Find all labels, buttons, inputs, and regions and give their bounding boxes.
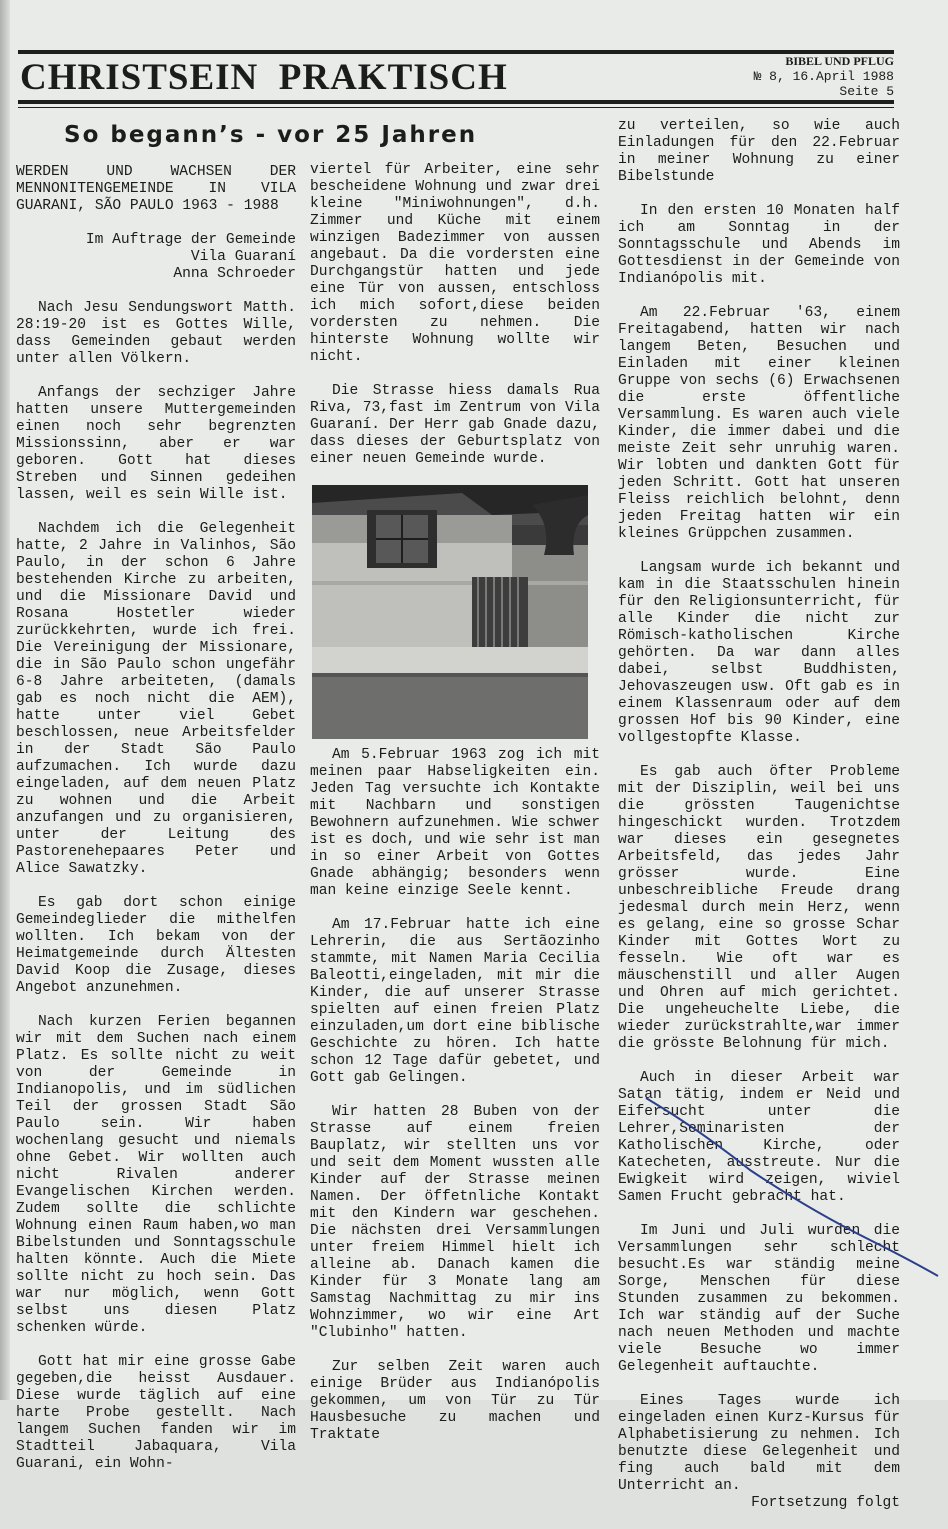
paragraph: Anfangs der sechziger Jahre hatten unsere Muttergemeinden einen noch sehr begrenzten Missionssinn, aber er war geboren. Gott hat dieses Streben und Sinnen gedeihen lassen, weil es sein Wille ist. — [16, 385, 296, 503]
paragraph: Langsam wurde ich bekannt und kam in die Staatsschulen hinein für den Religionsunterricht, für alle Kinder die nicht zur Römisch-katholischen Kirche gehörten. Da war dann alles dabei, selbst Buddhisten, Jehovaszeugen usw. Oft gab es in einem Klassenraum oder auf dem grossen Hof bis 90 Kinder, eine vollgestopfte Klasse. — [618, 560, 900, 746]
page-number: Seite 5 — [839, 84, 894, 99]
byline-author: Anna Schroeder — [173, 266, 296, 282]
paragraph: Eines Tages wurde ich eingeladen einen Kurz-Kursus für Alphabetisierung zu nehmen. Ich benutzte diese Gelegenheit und fing auch bald mit dem Unterricht an. — [618, 1393, 900, 1494]
paragraph: Nach Jesu Sendungswort Matth. 28:19-20 ist es Gottes Wille, dass Gemeinden gebaut werden unter allen Völkern. — [16, 300, 296, 367]
page-binding-edge — [0, 0, 10, 1400]
paragraph: Am 17.Februar hatte ich eine Lehrerin, die aus Sertãozinho stammte, mit Namen Maria Cecilia Baleotti,eingeladen, mit mir die Kinder, die auf unserer Strasse spielten auf einen freien Platz einzuladen,um dort eine biblische Geschichte zu hören. Ich hatte schon 12 Tage dafür gebetet, und Gott gab Gelingen. — [310, 917, 600, 1086]
paragraph: Am 22.Februar '63, einem Freitagabend, hatten wir nach langem Beten, Besuchen und Einladen mit einer kleinen Gruppe von sechs (6) Erwachsenen die erste öffentliche Versammlung. Es waren auch viele Kinder, die immer dabei und die meiste Zeit sehr unruhig waren. Wir lobten und dankten Gott für jeden Schritt. Gott hat unseren Fleiss reichlich belohnt, denn jeden Freitag hatten wir ein kleines Grüppchen zusammen. — [618, 305, 900, 542]
paragraph: Gott hat mir eine grosse Gabe gegeben,die heisst Ausdauer. Diese wurde täglich auf eine harte Probe gestellt. Nach langem Suchen fanden wir im Stadtteil Jabaquara, Vila Guarani, ein Wohn- — [16, 1354, 296, 1472]
paragraph: Zur selben Zeit waren auch einige Brüder aus Indianópolis gekommen, um von Tür zu Tür Hausbesuche zu machen und Traktate — [310, 1359, 600, 1443]
paragraph: Wir hatten 28 Buben von der Strasse auf einem freien Bauplatz, wir stellten uns vor und seit dem Moment wussten alle Kinder auf der Strasse meinen Namen. Der öffetnliche Kontakt mit den Kindern war geschehen. Die nächsten drei Versammlungen unter freiem Himmel hielt ich alleine ab. Danach kamen die Kinder für 3 Monate lang am Samstag Nachmittag zu mir ins Wohnzimmer, wo wir eine Art "Clubinho" hatten. — [310, 1104, 600, 1341]
paragraph: Auch in dieser Arbeit war Satan tätig, indem er Neid und Eifersucht unter die Lehrer,Seminaristen der Katholischen Kirche, oder Katecheten, ausstreute. Nur die Ewigkeit wird zeigen, wiviel Samen Frucht gebracht hat. — [618, 1070, 900, 1205]
byline-line: Vila Guaraní — [190, 249, 296, 265]
house-photo — [312, 485, 588, 739]
masthead-info — [754, 54, 894, 99]
article-subtitle: WERDEN UND WACHSEN DER MENNONITENGEMEINDE IN VILA GUARANI, SÃO PAULO 1963 - 1988 — [16, 164, 296, 214]
article-headline: So begann’s - vor 25 Jahren — [64, 122, 478, 148]
paragraph: Nach kurzen Ferien begannen wir mit dem Suchen nach einem Platz. Es sollte nicht zu weit von der Gemeinde in Indianopolis, und im südlichen Teil der grossen Stadt São Paulo sein. Wir haben wochenlang gesucht und niemals ohne Gebet. Wir wollten auch nicht Rivalen anderer Evangelischen Kirchen werden. Zudem sollte die schlichte Wohnung einen Raum haben,wo man Bibelstunden und Sonntagsschule halten könnte. Auch die Miete sollte nicht zu hoch sein. Das war nur möglich, wenn Gott selbst uns diesen Platz schenken würde. — [16, 1014, 296, 1336]
masthead-bottom-thin-rule — [18, 107, 894, 108]
masthead — [18, 50, 894, 110]
paragraph: Nachdem ich die Gelegenheit hatte, 2 Jahre in Valinhos, São Paulo, in der schon 6 Jahre bestehenden Kirche zu arbeiten, und die Missionare David und Rosana Hostetler wieder zurückkehrten, wurde ich frei. Die Vereinigung der Missionare, die in São Paulo schon ungefähr 6-8 Jahre arbeiteten, (damals gab es noch nicht die AEM), hatte unter viel Gebet beschlossen, neue Arbeitsfelder in der Stadt São Paulo aufzumachen. Ich wurde dazu eingeladen, auf dem neuen Platz zu wohnen und die Arbeit anzufangen und zu organisieren, unter der Leitung des Pastorenehepaares Peter und Alice Sawatzky. — [16, 521, 296, 877]
masthead-title: CHRISTSEIN PRAKTISCH — [20, 57, 508, 98]
paragraph: Im Juni und Juli wurden die Versammlungen sehr schlecht besucht.Es war ständig meine Sorge, Menschen für diese Stunden zusammen zu bekommen. Ich war ständig auf der Suche nach neuen Methoden und machte viele Besuche wo immer Gelegenheit auftauchte. — [618, 1223, 900, 1375]
column-2 — [310, 162, 600, 1444]
column-1 — [16, 164, 296, 1473]
paragraph: Es gab dort schon einige Gemeindeglieder die mithelfen wollten. Ich bekam von der Heimatgemeinde durch Ältesten David Koop die Zusage, dieses Angebot anzunehmen. — [16, 895, 296, 996]
article-byline — [16, 232, 296, 283]
paragraph: In den ersten 10 Monaten half ich am Sonntag in der Sonntagsschule und Abends im Gottesdienst in der Gemeinde von Indianópolis mit. — [618, 203, 900, 287]
paragraph: zu verteilen, so wie auch Einladungen für den 22.Februar in meiner Wohnung zu einer Bibelstunde — [618, 118, 900, 185]
publication-name: BIBEL UND PFLUG — [785, 54, 894, 68]
byline-line: Im Auftrage der Gemeinde — [85, 232, 296, 248]
paragraph: Am 5.Februar 1963 zog ich mit meinen paar Habseligkeiten ein. Jeden Tag versuchte ich Kontakte mit Nachbarn und sonstigen Bewohnern aufzunehmen. Wie schwer ist es doch, und wie sehr ist man in so einer Arbeit von Gottes Gnade abhängig; besonders wenn man keine einzige Seele kennt. — [310, 747, 600, 899]
paragraph: Die Strasse hiess damals Rua Riva, 73,fast im Zentrum von Vila Guaraní. Der Herr gab Gnade dazu, dass dieses der Geburtsplatz von einer neuen Gemeinde wurde. — [310, 383, 600, 467]
house-photo-image — [312, 485, 588, 739]
column-3 — [618, 118, 900, 1529]
issue-date: № 8, 16.April 1988 — [753, 69, 894, 84]
paragraph: viertel für Arbeiter, eine sehr bescheidene Wohnung und zwar drei kleine "Miniwohnungen", d.h. Zimmer und Küche mit einem winzigen Badezimmer von aussen angebaut. Da die vordersten eine Durchgangstür hatten und jede eine Tür von aussen, entschloss ich mich sofort,diese beiden vordersten zu nehmen. Die hinterste Wohnung wollte wir nicht. — [310, 162, 600, 365]
masthead-bottom-rule — [18, 100, 894, 104]
paragraph: Es gab auch öfter Probleme mit der Disziplin, weil bei uns die grössten Taugenichtse hingeschickt wurden. Trotzdem war dieses ein gesegnetes Arbeitsfeld, das jedes Jahr grösser wurde. Eine unbeschreibliche Freude drang jedesmal durch mein Herz, wenn es gelang, eine so grosse Schar Kinder mit Gottes Wort zu fesseln. Wie oft war es mäuschenstill und aller Augen und Ohren auf mich gerichtet. Die ungeheuchelte Liebe, die wieder zurückstrahlte,war immer die grösste Belohnung für mich. — [618, 764, 900, 1052]
continuation-note: Fortsetzung folgt — [751, 1495, 900, 1511]
